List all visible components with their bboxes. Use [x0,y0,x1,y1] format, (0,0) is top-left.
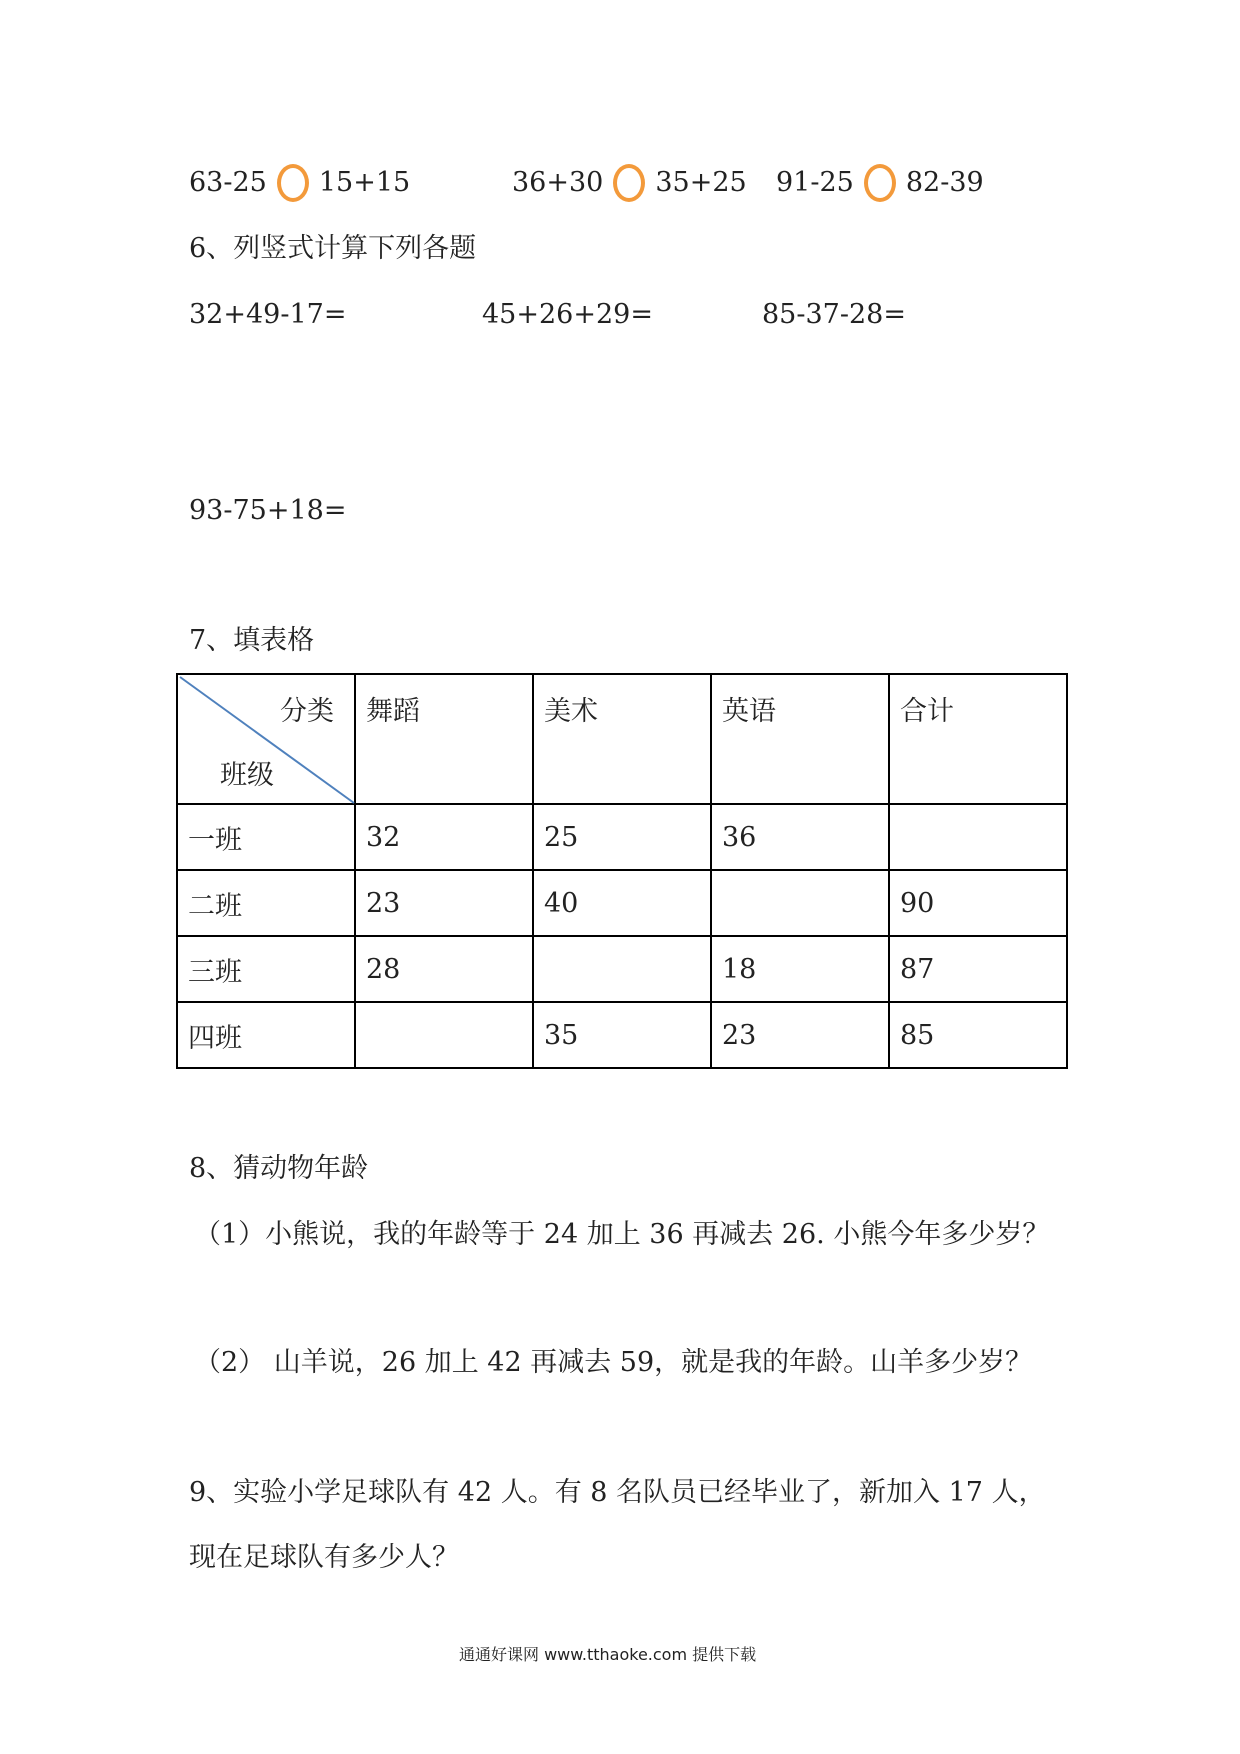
q9-line-1: 9、实验小学足球队有 42 人。有 8 名队员已经毕业了，新加入 17 人， [189,1477,1046,1508]
table-cell[interactable]: 36 [711,804,889,870]
table-cell[interactable]: 90 [889,870,1067,936]
comparison-1-left: 63-25 [189,167,267,198]
table-cell[interactable]: 25 [533,804,711,870]
table-cell[interactable]: 87 [889,936,1067,1002]
comparison-2-left: 36+30 [512,167,604,198]
q7-title: 7、填表格 [189,625,315,656]
class-activity-table [176,673,1068,1069]
table-cell[interactable] [355,1002,533,1068]
table-row [177,1002,1067,1068]
footer-source: 通通好课网 www.tthaoke.com 提供下载 [459,1645,757,1664]
comparison-2-right: 35+25 [655,167,747,198]
q6-expr-2: 45+26+29= [482,299,653,330]
answer-circle-icon[interactable] [277,164,309,202]
table-row [177,936,1067,1002]
q9-line-2: 现在足球队有多少人？ [189,1542,459,1573]
q6-expr-4: 93-75+18= [189,495,347,526]
table-corner-cell [177,674,355,804]
comparison-2 [512,164,747,202]
table-cell[interactable]: 40 [533,870,711,936]
comparison-1 [189,164,410,202]
row-label: 一班 [177,804,355,870]
answer-circle-icon[interactable] [864,164,896,202]
header-dance: 舞蹈 [355,674,533,804]
row-label: 四班 [177,1002,355,1068]
table-cell[interactable]: 32 [355,804,533,870]
header-art: 美术 [533,674,711,804]
table-cell[interactable]: 85 [889,1002,1067,1068]
table-row [177,870,1067,936]
q8-question-1: （1）小熊说，我的年龄等于 24 加上 36 再减去 26. 小熊今年多少岁？ [194,1219,1050,1250]
table-cell[interactable] [889,804,1067,870]
table-cell[interactable]: 23 [711,1002,889,1068]
comparison-3-left: 91-25 [776,167,854,198]
header-english: 英语 [711,674,889,804]
q8-title: 8、猜动物年龄 [189,1153,369,1184]
table-row [177,804,1067,870]
table-cell[interactable]: 35 [533,1002,711,1068]
answer-circle-icon[interactable] [613,164,645,202]
table-cell[interactable]: 18 [711,936,889,1002]
q6-title: 6、列竖式计算下列各题 [189,233,477,264]
q6-expr-3: 85-37-28= [762,299,906,330]
table-cell[interactable]: 23 [355,870,533,936]
table-cell[interactable]: 28 [355,936,533,1002]
row-label: 三班 [177,936,355,1002]
comparison-3-right: 82-39 [905,167,984,198]
table-cell[interactable] [533,936,711,1002]
comparison-3 [776,164,984,202]
comparison-1-right: 15+15 [318,167,411,198]
corner-label-category: 分类 [280,696,334,727]
row-label: 二班 [177,870,355,936]
q6-expr-1: 32+49-17= [189,299,347,330]
q8-question-2: （2） 山羊说，26 加上 42 再减去 59，就是我的年龄。山羊多少岁？ [194,1347,1033,1378]
table-cell[interactable] [711,870,889,936]
table-header-row [177,674,1067,804]
header-total: 合计 [889,674,1067,804]
corner-label-class: 班级 [220,760,274,791]
